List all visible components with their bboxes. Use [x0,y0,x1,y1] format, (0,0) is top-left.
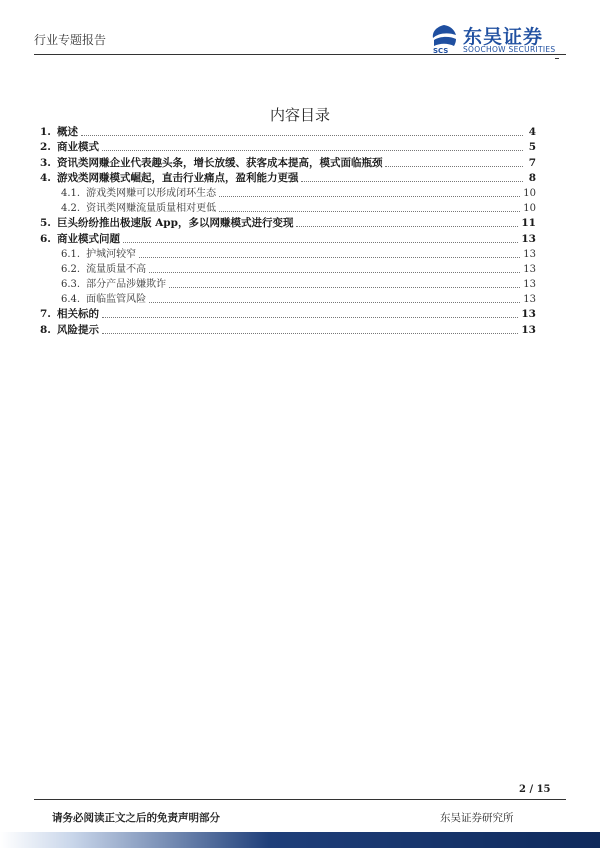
logo-english-name: SOOCHOW SECURITIES [463,45,556,54]
toc-entry-number: 7. [40,308,51,321]
toc-entry[interactable] [40,200,536,215]
toc-entry[interactable] [40,230,536,245]
toc-entry-number: 2. [40,141,51,154]
toc-entry-number: 6.2. [61,263,81,275]
toc-entry[interactable] [40,154,536,169]
toc-entry[interactable] [40,124,536,139]
toc-entry-title: 护城河较窄 [86,248,137,260]
toc-entry[interactable] [40,261,536,276]
toc-dot-leader [102,333,518,334]
toc-dot-leader [296,226,518,227]
toc-entry[interactable] [40,291,536,306]
toc-entry[interactable] [40,321,536,336]
toc-title: 内容目录 [269,106,330,124]
research-institute-name: 东吴证券研究所 [440,812,514,824]
toc-entry-number: 1. [40,126,51,139]
toc-entry-page: 13 [521,323,536,336]
toc-entry-page: 10 [523,203,536,215]
toc-entry-title: 游戏类网赚可以形成闭环生态 [86,187,217,199]
toc-entry-title: 资讯类网赚流量质量相对更低 [86,203,217,215]
toc-dot-leader [219,211,520,212]
toc-entry-number: 6.4. [61,294,81,306]
toc-entry[interactable] [40,139,536,154]
footer-divider [34,799,566,800]
toc-dot-leader [102,150,523,151]
toc-entry-title: 游戏类网赚模式崛起，直击行业痛点，盈利能力更强 [56,171,299,184]
report-type-label: 行业专题报告 [34,33,107,47]
toc-dot-leader [102,317,518,318]
toc-entry-title: 资讯类网赚企业代表趣头条，增长放缓、获客成本提高，模式面临瓶颈 [56,156,383,169]
toc-entry-page: 5 [528,141,536,154]
toc-entry-page: 13 [521,308,536,321]
toc-dot-leader [81,135,523,136]
toc-entry-number: 4. [40,171,51,184]
toc-entry[interactable] [40,185,536,200]
disclaimer-note: 请务必阅读正文之后的免责声明部分 [52,812,220,824]
toc-entry-page: 8 [528,171,536,184]
toc-entry-title: 流量质量不高 [86,263,147,275]
toc-entry-page: 4 [528,126,536,139]
footer-color-bar [0,832,600,848]
toc-dot-leader [123,242,518,243]
toc-entry-title: 商业模式问题 [56,232,120,245]
toc-entry-number: 4.1. [61,187,81,199]
toc-entry-page: 13 [523,248,536,260]
toc-entry-page: 13 [521,232,536,245]
toc-entry-number: 8. [40,323,51,336]
toc-entry[interactable] [40,170,536,185]
toc-dot-leader [301,181,523,182]
toc-entry-page: 13 [523,279,536,291]
toc-entry-number: 6.1. [61,248,81,260]
toc-entry[interactable] [40,306,536,321]
toc-entry-page: 13 [523,263,536,275]
toc-entry-page: 10 [523,187,536,199]
toc-entry-page: 13 [523,294,536,306]
toc-dot-leader [219,196,520,197]
logo-mark-text: SCS [433,47,449,54]
toc-entry-title: 风险提示 [56,323,99,336]
toc-entry[interactable] [40,276,536,291]
logo-mark-icon [430,24,458,54]
toc-dot-leader [149,302,520,303]
toc-entry-title: 部分产品涉嫌欺诈 [86,279,167,291]
toc-entry-title: 巨头纷纷推出极速版 App，多以网赚模式进行变现 [56,217,294,230]
toc-entry-number: 6.3. [61,279,81,291]
toc-entry-number: 3. [40,156,51,169]
toc-entry-page: 7 [528,156,536,169]
toc-dot-leader [385,166,523,167]
toc-entry-title: 商业模式 [56,141,99,154]
page-number: 2 / 15 [519,784,551,795]
header-tick-mark [555,58,559,59]
toc-entry-number: 4.2. [61,203,81,215]
logo-chinese-name: 东吴证券 [463,26,544,48]
toc-entry-title: 概述 [56,126,78,139]
toc-dot-leader [169,287,520,288]
toc-entry-title: 相关标的 [56,308,99,321]
toc-entry[interactable] [40,246,536,261]
company-logo [430,22,565,58]
toc-entry-number: 6. [40,232,51,245]
table-of-contents [40,124,536,337]
toc-entry-title: 面临监管风险 [86,294,147,306]
toc-dot-leader [139,257,520,258]
toc-entry[interactable] [40,215,536,230]
header-divider [34,54,566,55]
toc-entry-page: 11 [521,217,536,230]
toc-entry-number: 5. [40,217,51,230]
toc-dot-leader [149,272,520,273]
